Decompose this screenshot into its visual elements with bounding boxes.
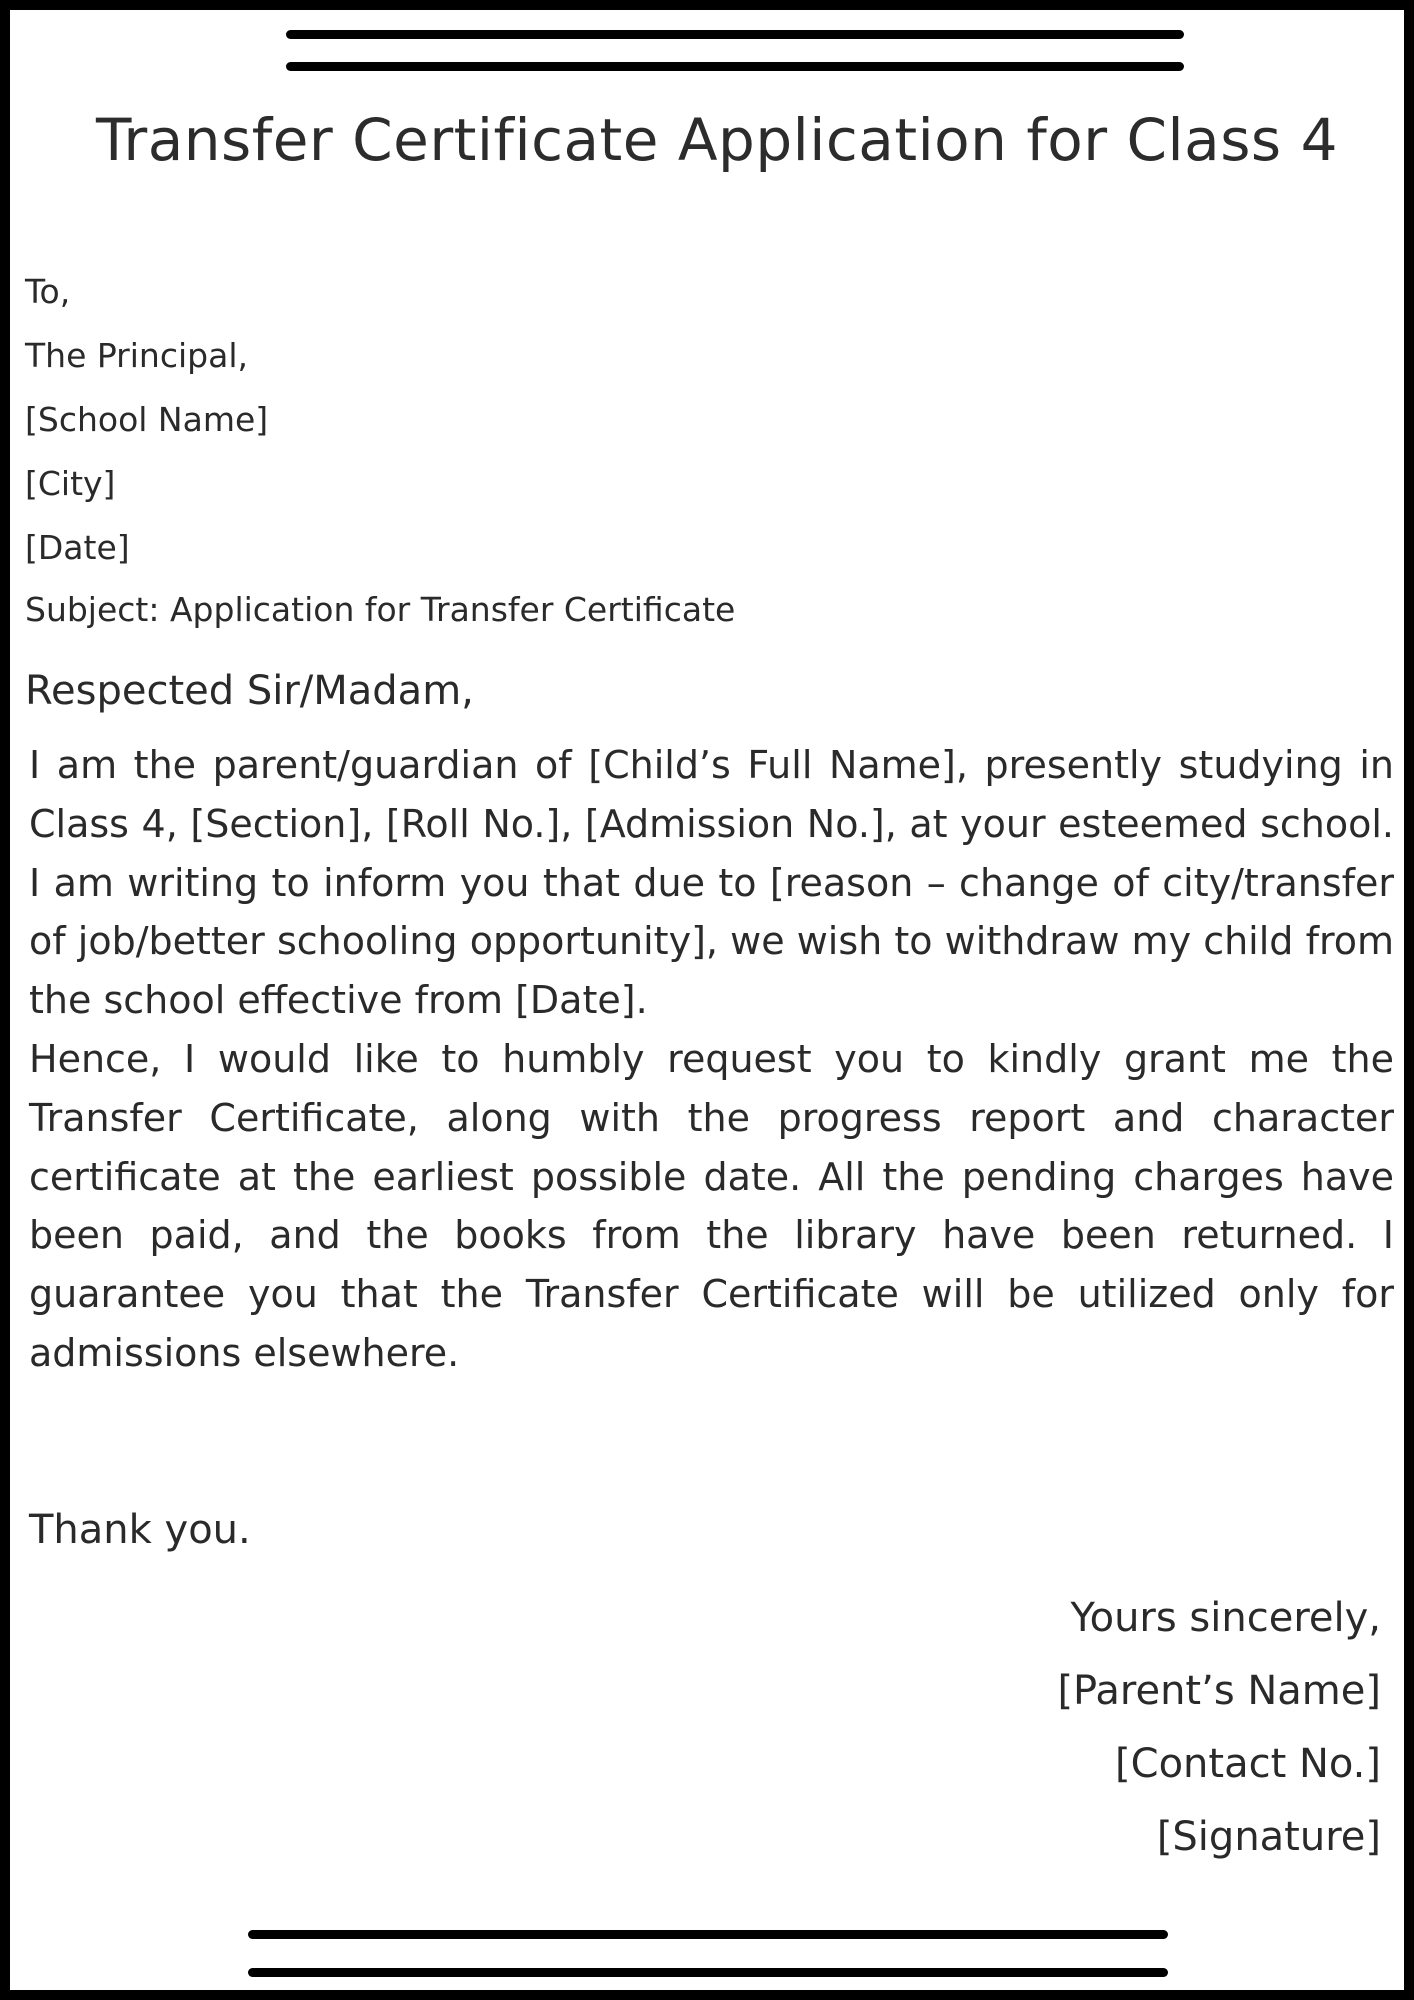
- salutation: Respected Sir/Madam,: [25, 668, 474, 714]
- top-rule-lower: [286, 62, 1184, 71]
- body-paragraph-1: I am the parent/guardian of [Child’s Full Name], presently studying in Class 4, [Section], [Roll No.], [Admission No.], at your esteemed school. I am writing to inform you that due to [reason – change of city/transfer of job/better schooling opportunity], we wish to withdraw my child from the school effective from [Date].: [29, 743, 1394, 1023]
- top-rule-upper: [286, 30, 1184, 39]
- closing-parent-name: [Parent’s Name]: [1057, 1668, 1381, 1714]
- closing-signature: [Signature]: [1156, 1814, 1381, 1860]
- page-title: Transfer Certificate Application for Class 4: [96, 106, 1338, 174]
- closing-sincerely: Yours sincerely,: [1070, 1595, 1381, 1641]
- subject-line: Subject: Application for Transfer Certificate: [25, 590, 736, 629]
- body-paragraph-2: Hence, I would like to humbly request you to kindly grant me the Transfer Certificate, along with the progress report and character certificate at the earliest possible date. All the pending charges have been paid, and the books from the library have been returned. I guarantee you that the Transfer Certificate will be utilized only for admissions elsewhere.: [29, 1036, 1394, 1375]
- address-line-city: [City]: [25, 464, 116, 503]
- address-line-to: To,: [25, 272, 71, 311]
- closing-contact: [Contact No.]: [1115, 1741, 1381, 1787]
- recipient-address: [25, 260, 1125, 580]
- address-line-principal: The Principal,: [25, 336, 248, 375]
- address-line-school: [School Name]: [25, 400, 269, 439]
- bottom-rule-lower: [248, 1968, 1168, 1977]
- thanks-line: Thank you.: [29, 1507, 251, 1553]
- closing-block: [1057, 1582, 1381, 1874]
- bottom-rule-upper: [248, 1930, 1168, 1939]
- letter-body: [29, 736, 1394, 1383]
- address-line-date: [Date]: [25, 528, 130, 567]
